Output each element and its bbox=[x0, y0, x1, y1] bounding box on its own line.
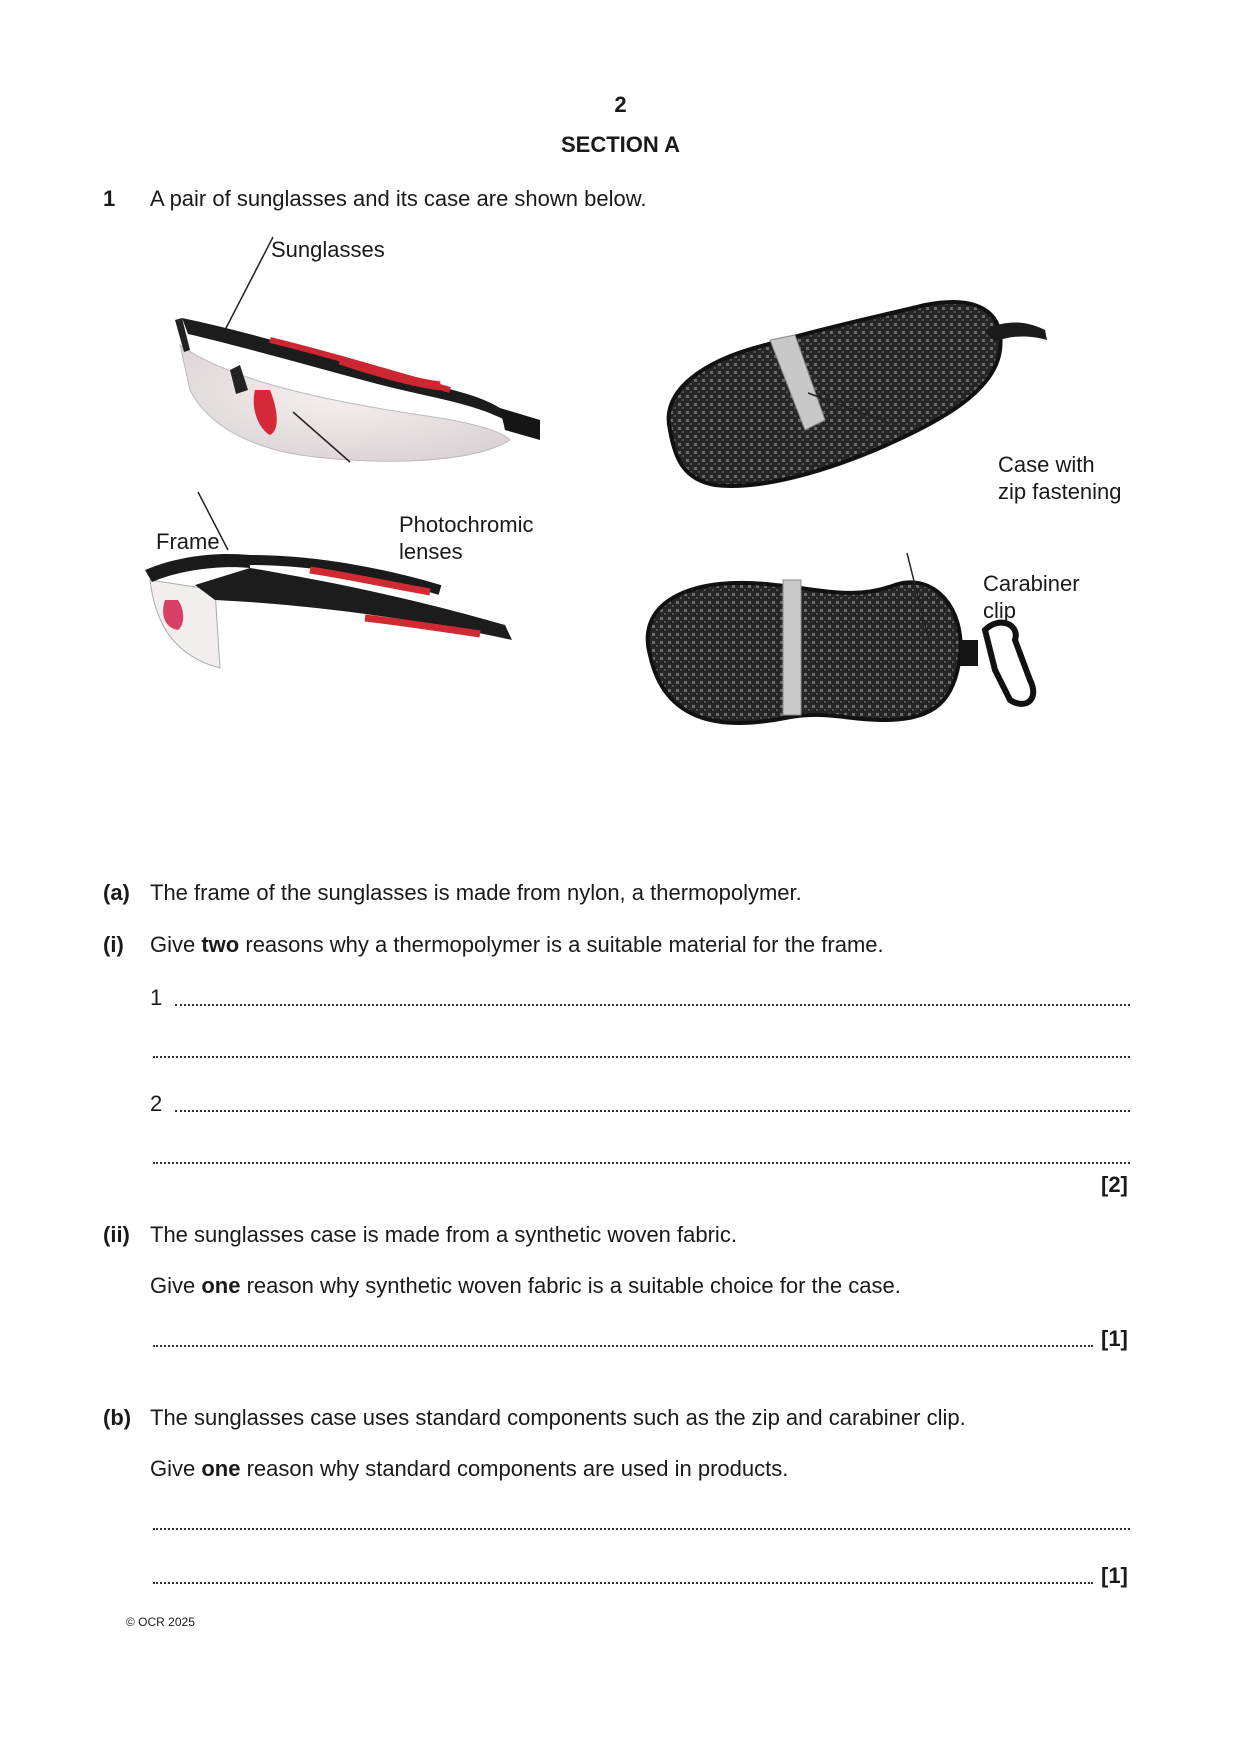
part-a-ii-marks: [1] bbox=[1101, 1326, 1128, 1351]
answer-line-b1[interactable] bbox=[153, 1528, 1130, 1530]
answer-line-2a[interactable] bbox=[175, 1110, 1130, 1112]
label-carabiner-line1: Carabiner bbox=[983, 571, 1080, 596]
answer-2-number: 2 bbox=[150, 1091, 163, 1116]
answer-line-1b[interactable] bbox=[153, 1056, 1130, 1058]
answer-1-number: 1 bbox=[150, 985, 163, 1010]
sunglasses-figure bbox=[140, 230, 1140, 810]
label-frame: Frame bbox=[156, 529, 220, 554]
answer-line-a-ii[interactable] bbox=[153, 1345, 1093, 1347]
part-a-i-marks: [2] bbox=[1101, 1172, 1128, 1197]
question-intro: A pair of sunglasses and its case are shown below. bbox=[150, 186, 647, 211]
label-carabiner-line2: clip bbox=[983, 598, 1017, 623]
answer-line-b2[interactable] bbox=[153, 1582, 1093, 1584]
answer-line-1a[interactable] bbox=[175, 1004, 1130, 1006]
label-leader-lines bbox=[140, 230, 1140, 810]
page-number: 2 bbox=[614, 92, 627, 117]
copyright: © OCR 2025 bbox=[126, 1615, 195, 1629]
part-a-label: (a) bbox=[103, 880, 130, 905]
label-photochromic-line2: lenses bbox=[399, 539, 463, 564]
part-a-ii-text: The sunglasses case is made from a synthetic woven fabric. bbox=[150, 1222, 737, 1247]
part-a-text: The frame of the sunglasses is made from nylon, a thermopolymer. bbox=[150, 880, 802, 905]
part-b-label: (b) bbox=[103, 1405, 132, 1430]
part-b-marks: [1] bbox=[1101, 1563, 1128, 1588]
part-a-i-label: (i) bbox=[103, 932, 124, 957]
label-case-line2: zip fastening bbox=[998, 479, 1122, 504]
section-title: SECTION A bbox=[561, 132, 680, 157]
part-a-ii-prompt: Give one reason why synthetic woven fabric is a suitable choice for the case. bbox=[150, 1273, 901, 1298]
answer-line-2b[interactable] bbox=[153, 1162, 1130, 1164]
label-photochromic-line1: Photochromic bbox=[399, 512, 534, 537]
question-number: 1 bbox=[103, 186, 116, 211]
part-a-ii-label: (ii) bbox=[103, 1222, 130, 1247]
part-a-i-text: Give two reasons why a thermopolymer is a suitable material for the frame. bbox=[150, 932, 884, 957]
label-sunglasses: Sunglasses bbox=[271, 237, 385, 262]
label-case-line1: Case with bbox=[998, 452, 1095, 477]
part-b-text: The sunglasses case uses standard components such as the zip and carabiner clip. bbox=[150, 1405, 966, 1430]
part-b-prompt: Give one reason why standard components are used in products. bbox=[150, 1456, 789, 1481]
